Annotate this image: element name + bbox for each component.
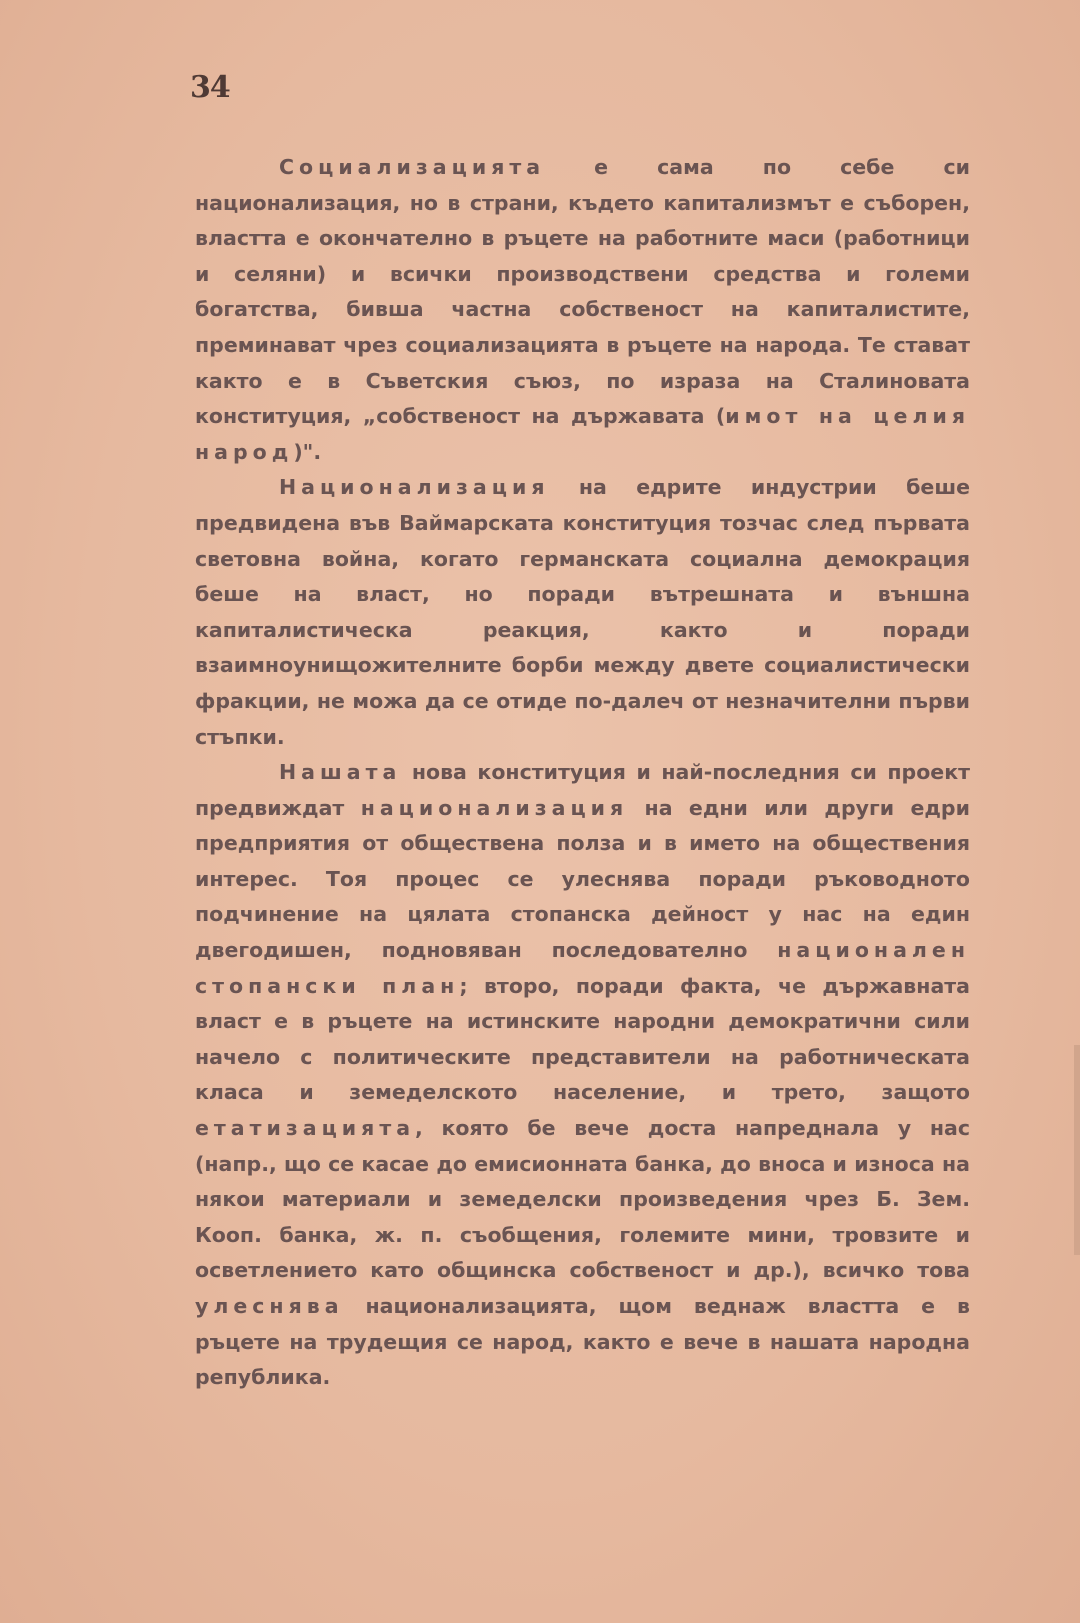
paragraph-3-text: нова конституция и най-последния си проект предвиждат (195, 760, 970, 820)
paragraph-3-spaced-3: етатизацията (195, 1116, 416, 1141)
paragraph-3-lead: Нашата (279, 760, 402, 785)
paragraph-3-spaced-4: улеснява (195, 1294, 344, 1318)
paragraph-3 (195, 755, 970, 1396)
paragraph-1 (195, 150, 970, 470)
scan-edge-shadow (1074, 1045, 1080, 1255)
page-text (195, 150, 970, 1396)
paragraph-3-tail-1: на едни или други едри предприятия от обществена полза и в името на обществения интерес. Тоя процес се улеснява поради ръководното подчинение на цялата стопанска дейност у нас на един двегодишен, подновяван последователно (195, 795, 970, 963)
paragraph-1-text: е сама по себе си национализация, но в страни, където капитализмът е съборен, властта е окончателно в ръцете на работните маси (работници и селяни) и всички производствени средства и големи богатства, бивша частна собственост на капиталистите, преминават чрез социализацията в ръцете на народа. Те стават както е в Съветския съюз, по израза на Сталиновата конституция, „собственост на държавата ( (195, 155, 970, 429)
paragraph-1-spaced: имот на целия народ (195, 404, 970, 464)
paragraph-2-lead: Национализация (279, 475, 550, 500)
paragraph-3-tail-4: национализацията, щом веднаж властта е в ръцете на трудещия се народ, както е вече в нашата народна република. (195, 1294, 970, 1390)
paragraph-3-tail-3: , която бе вече доста напреднала у нас (напр., що се касае до емисионната банка, до вноса и износа на някои материали и земеделски произведения чрез Б. Зем. Кооп. банка, ж. п. съобщения, големите мини, тровзите и осветлението като общинска собственост и др.), всичко това (195, 1116, 970, 1283)
paragraph-1-tail: )". (293, 439, 322, 464)
paragraph-3-spaced-2: национален стопански план (195, 938, 970, 998)
paragraph-3-spaced-1: национализация (360, 795, 629, 820)
paragraph-2-text: на едрите индустрии беше предвидена във Ваймарската конституция тозчас след първата световна война, когато германската социална демокрация беше на власт, но поради вътрешната и външна капиталистическа реакция, както и поради взаимноунищожителните борби между двете социалистически фракции, не можа да се отиде по-далеч от незначителни първи стъпки. (195, 475, 970, 749)
paragraph-1-lead: Социализацията (279, 155, 546, 179)
paragraph-2 (195, 470, 970, 755)
paragraph-3-tail-2: ; второ, поради факта, че държавната власт е в ръцете на истинските народни демократични сили начело с политическите представители на работническата класа и земеделското население, и трето, защото (195, 973, 970, 1105)
page-number: 34 (190, 70, 230, 105)
